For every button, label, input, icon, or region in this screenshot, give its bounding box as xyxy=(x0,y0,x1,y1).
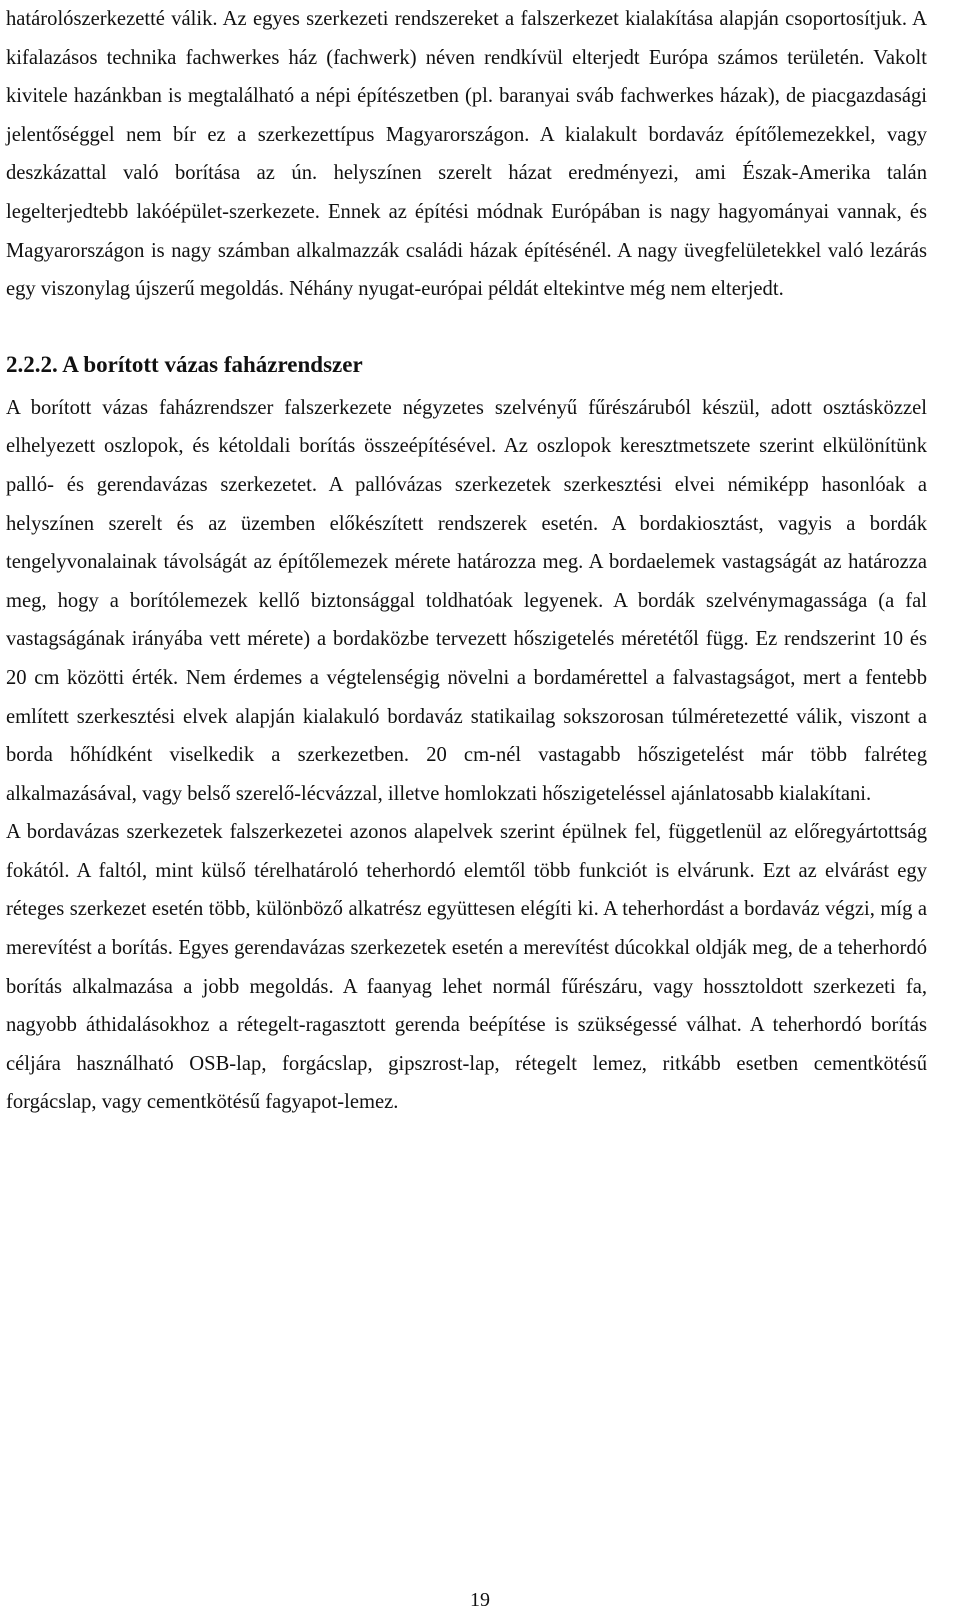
document-page xyxy=(6,0,927,1122)
intro-paragraph: határolószerkezetté válik. Az egyes szerkezeti rendszereket a falszerkezet kialakítása alapján csoportosítjuk. A kifalazásos technika fachwerkes ház (fachwerk) néven rendkívül elterjedt Európa számos területén. Vakolt kivitele hazánkban is megtalálható a népi építészetben (pl. baranyai sváb fachwerkes házak), de piacgazdasági jelentőséggel nem bír ez a szerkezettípus Magyarországon. A kialakult bordaváz építőlemezekkel, vagy deszkázattal való borítása az ún. helyszínen szerelt házat eredményezi, ami Észak-Amerika talán legelterjedtebb lakóépület-szerkezete. Ennek az építési módnak Európában is nagy hagyományai vannak, és Magyarországon is nagy számban alkalmazzák családi házak építésénél. A nagy üvegfelületekkel való lezárás egy viszonylag újszerű megoldás. Néhány nyugat-európai példát eltekintve még nem elterjedt. xyxy=(6,8,927,301)
section-paragraph-1: A borított vázas faházrendszer falszerkezete négyzetes szelvényű fűrészáruból készül, adott osztásközzel elhelyezett oszlopok, és kétoldali borítás összeépítésével. Az oszlopok keresztmetszete szerint elkülönítünk palló- és gerendavázas szerkezetet. A pallóvázas szerkezetek szerkesztési elvei némiképp hasonlóak a helyszínen szerelt és az üzemben előkészített rendszerek esetén. A bordakiosztást, vagyis a bordák tengelyvonalainak távolságát az építőlemezek mérete határozza meg. A bordaelemek vastagságát az határozza meg, hogy a borítólemezek kellő biztonsággal toldhatóak legyenek. A bordák szelvénymagassága (a fal vastagságának irányába vett mérete) a bordaközbe tervezett hőszigetelés méretétől függ. Ez rendszerint 10 és 20 cm közötti érték. Nem érdemes a végtelenségig növelni a bordamérettel a falvastagságot, mert a fentebb említett szerkesztési elvek alapján kialakuló bordaváz statikailag sokszorosan túlméretezetté válik, viszont a borda hőhídként viselkedik a szerkezetben. 20 cm-nél vastagabb hőszigetelést már több falréteg alkalmazásával, vagy belső szerelő-lécvázzal, illetve homlokzati hőszigeteléssel ajánlatosabb kialakítani. xyxy=(6,396,927,805)
section-paragraph-2: A bordavázas szerkezetek falszerkezetei azonos alapelvek szerint épülnek fel, függetlenül az előregyártottság fokától. A faltól, mint külső térelhatároló teherhordó elemtől több funkciót is elvárunk. Ezt az elvárást egy réteges szerkezet esetén több, különböző alkatrész együttesen elégíti ki. A teherhordást a bordaváz végzi, míg a merevítést a borítás. Egyes gerendavázas szerkezetek esetén a merevítést dúcokkal oldják meg, de a teherhordó borítás alkalmazása a jobb megoldás. A faanyag lehet normál fűrészáru, vagy hossztoldott szerkezeti fa, nagyobb áthidalásokhoz a rétegelt-ragasztott gerenda beépítése is szükségessé válhat. A teherhordó borítás céljára használható OSB-lap, forgácslap, gipszrost-lap, rétegelt lemez, ritkább esetben cementkötésű forgácslap, vagy cementkötésű fagyapot-lemez. xyxy=(6,821,927,1114)
section-heading: 2.2.2. A borított vázas faházrendszer xyxy=(6,351,363,377)
page-number: 19 xyxy=(470,1589,490,1611)
